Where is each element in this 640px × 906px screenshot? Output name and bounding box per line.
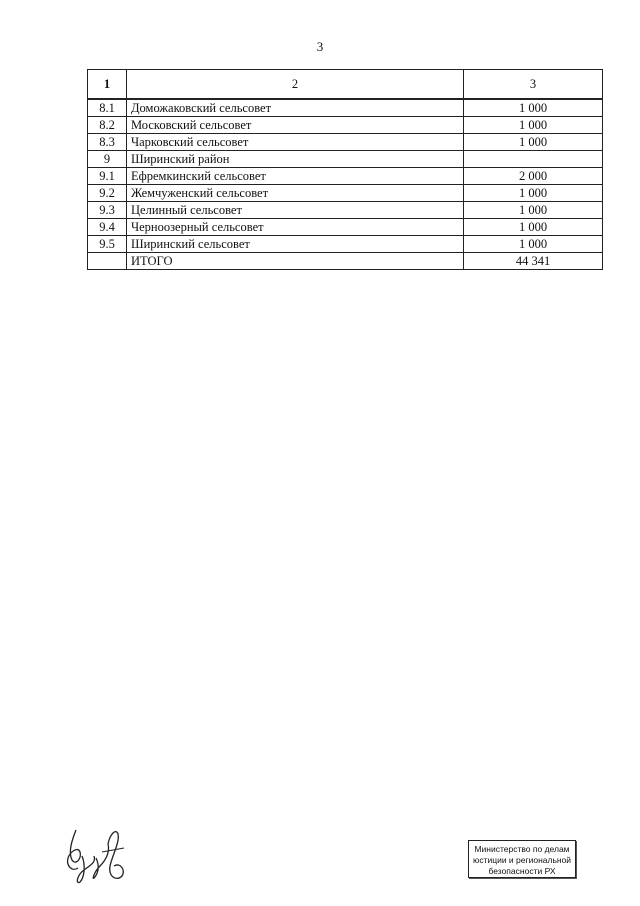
row-value: 1 000 (464, 202, 603, 219)
table-row (88, 151, 603, 168)
row-number: 9.1 (88, 168, 127, 185)
table-row-total (88, 253, 603, 270)
row-value: 2 000 (464, 168, 603, 185)
handwritten-signature (62, 822, 134, 888)
row-name: Жемчуженский сельсовет (127, 185, 464, 202)
row-number: 9.2 (88, 185, 127, 202)
table-header-row (88, 70, 603, 100)
row-value: 1 000 (464, 185, 603, 202)
table-row (88, 236, 603, 253)
row-number: 9 (88, 151, 127, 168)
table-row (88, 168, 603, 185)
row-name: Ефремкинский сельсовет (127, 168, 464, 185)
row-name: Черноозерный сельсовет (127, 219, 464, 236)
column-header-number: 1 (88, 70, 127, 100)
row-value: 1 000 (464, 117, 603, 134)
total-label: ИТОГО (127, 253, 464, 270)
row-value: 1 000 (464, 99, 603, 117)
row-name: Московский сельсовет (127, 117, 464, 134)
stamp-line: юстиции и региональной (472, 855, 572, 865)
row-number: 8.2 (88, 117, 127, 134)
row-name: Целинный сельсовет (127, 202, 464, 219)
row-number: 8.1 (88, 99, 127, 117)
row-name: Ширинский сельсовет (127, 236, 464, 253)
table-row (88, 202, 603, 219)
column-header-value: 3 (464, 70, 603, 100)
row-number: 9.3 (88, 202, 127, 219)
stamp-line: Министерство по делам (474, 844, 570, 854)
table-row (88, 117, 603, 134)
row-number: 9.5 (88, 236, 127, 253)
row-value: 1 000 (464, 236, 603, 253)
column-header-name: 2 (127, 70, 464, 100)
official-stamp (468, 840, 576, 878)
row-name: Чарковский сельсовет (127, 134, 464, 151)
total-value: 44 341 (464, 253, 603, 270)
table-row (88, 185, 603, 202)
page-number: 3 (316, 39, 324, 54)
table-row (88, 99, 603, 117)
row-number: 9.4 (88, 219, 127, 236)
row-number: 8.3 (88, 134, 127, 151)
row-name: Доможаковский сельсовет (127, 99, 464, 117)
allocation-table (87, 69, 603, 270)
row-value (464, 151, 603, 168)
row-name: Ширинский район (127, 151, 464, 168)
table-row (88, 219, 603, 236)
row-number (88, 253, 127, 270)
row-value: 1 000 (464, 219, 603, 236)
stamp-line: безопасности РХ (488, 866, 556, 876)
row-value: 1 000 (464, 134, 603, 151)
table-row (88, 134, 603, 151)
